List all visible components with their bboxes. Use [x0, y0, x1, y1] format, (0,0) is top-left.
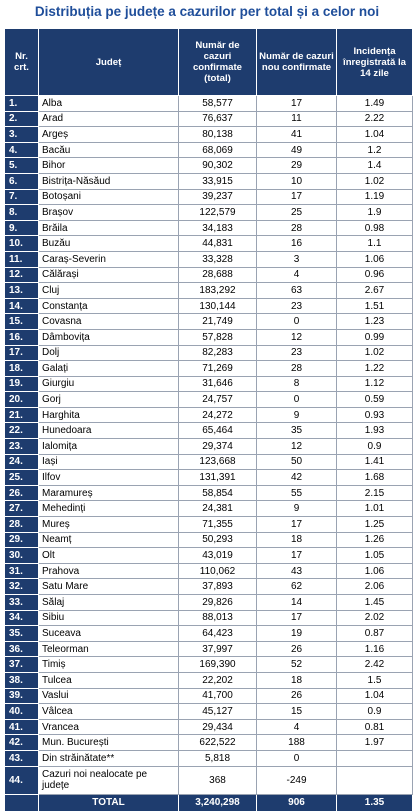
incidence-14d: 0.87	[337, 626, 413, 642]
table-row	[5, 407, 413, 423]
total-row	[5, 794, 413, 811]
confirmed-total: 28,688	[179, 267, 257, 283]
table-row	[5, 423, 413, 439]
confirmed-total: 37,997	[179, 641, 257, 657]
confirmed-total: 123,668	[179, 454, 257, 470]
new-cases: 28	[257, 361, 337, 377]
row-number: 39.	[5, 688, 39, 704]
table-row	[5, 595, 413, 611]
table-row	[5, 220, 413, 236]
incidence-14d: 0.96	[337, 267, 413, 283]
county-name: Caraș-Severin	[39, 251, 179, 267]
incidence-14d: 1.04	[337, 688, 413, 704]
incidence-14d: 1.04	[337, 127, 413, 143]
county-name: Cazuri noi nealocate pe județe	[39, 766, 179, 794]
row-number: 22.	[5, 423, 39, 439]
table-row	[5, 127, 413, 143]
row-number: 20.	[5, 392, 39, 408]
table-row	[5, 345, 413, 361]
row-number: 26.	[5, 485, 39, 501]
table-row	[5, 626, 413, 642]
incidence-14d: 2.15	[337, 485, 413, 501]
county-name: Mureș	[39, 517, 179, 533]
county-name: Dâmbovița	[39, 329, 179, 345]
incidence-14d: 0.59	[337, 392, 413, 408]
incidence-14d: 1.4	[337, 158, 413, 174]
county-name: Timiș	[39, 657, 179, 673]
confirmed-total: 82,283	[179, 345, 257, 361]
confirmed-total: 57,828	[179, 329, 257, 345]
incidence-14d: 1.9	[337, 205, 413, 221]
table-row	[5, 392, 413, 408]
county-name: Vrancea	[39, 719, 179, 735]
incidence-14d: 1.5	[337, 672, 413, 688]
incidence-14d: 1.02	[337, 345, 413, 361]
table-row	[5, 563, 413, 579]
new-cases: 23	[257, 345, 337, 361]
new-cases: 23	[257, 298, 337, 314]
new-cases: 25	[257, 205, 337, 221]
table-row	[5, 173, 413, 189]
table-row	[5, 501, 413, 517]
new-cases: 19	[257, 626, 337, 642]
table-row	[5, 454, 413, 470]
incidence-14d: 0.81	[337, 719, 413, 735]
incidence-14d: 1.12	[337, 376, 413, 392]
new-cases: 42	[257, 470, 337, 486]
county-name: Sălaj	[39, 595, 179, 611]
county-name: Mun. București	[39, 735, 179, 751]
table-row	[5, 610, 413, 626]
county-name: Ilfov	[39, 470, 179, 486]
new-cases: 4	[257, 719, 337, 735]
incidence-14d: 1.49	[337, 96, 413, 112]
new-cases: 52	[257, 657, 337, 673]
confirmed-total: 24,757	[179, 392, 257, 408]
row-number: 8.	[5, 205, 39, 221]
county-name: Suceava	[39, 626, 179, 642]
incidence-14d: 2.22	[337, 111, 413, 127]
county-name: Bistrița-Năsăud	[39, 173, 179, 189]
new-cases: 17	[257, 548, 337, 564]
confirmed-total: 24,272	[179, 407, 257, 423]
new-cases: 11	[257, 111, 337, 127]
new-cases: 63	[257, 283, 337, 299]
county-name: Bihor	[39, 158, 179, 174]
confirmed-total: 29,826	[179, 595, 257, 611]
county-name: Ialomița	[39, 439, 179, 455]
new-cases: 12	[257, 329, 337, 345]
row-number: 11.	[5, 251, 39, 267]
incidence-14d: 0.99	[337, 329, 413, 345]
confirmed-total: 76,637	[179, 111, 257, 127]
incidence-14d: 1.68	[337, 470, 413, 486]
header-nr: Nr. crt.	[5, 29, 39, 96]
row-number: 44.	[5, 766, 39, 794]
confirmed-total: 31,646	[179, 376, 257, 392]
incidence-14d: 1.19	[337, 189, 413, 205]
table-row	[5, 205, 413, 221]
row-number: 37.	[5, 657, 39, 673]
incidence-14d: 2.06	[337, 579, 413, 595]
new-cases: 55	[257, 485, 337, 501]
row-number: 23.	[5, 439, 39, 455]
incidence-14d: 1.93	[337, 423, 413, 439]
county-name: Călărași	[39, 267, 179, 283]
new-cases: 17	[257, 610, 337, 626]
row-number: 10.	[5, 236, 39, 252]
new-cases: 62	[257, 579, 337, 595]
county-cases-table	[4, 28, 413, 812]
new-cases: 43	[257, 563, 337, 579]
new-cases: 9	[257, 407, 337, 423]
new-cases: 12	[257, 439, 337, 455]
table-row	[5, 517, 413, 533]
new-cases: 49	[257, 142, 337, 158]
confirmed-total: 183,292	[179, 283, 257, 299]
incidence-14d: 0.93	[337, 407, 413, 423]
incidence-14d: 1.16	[337, 641, 413, 657]
incidence-14d: 1.1	[337, 236, 413, 252]
total-confirmed: 3,240,298	[179, 794, 257, 811]
new-cases: 9	[257, 501, 337, 517]
table-row	[5, 376, 413, 392]
row-number: 13.	[5, 283, 39, 299]
row-number: 7.	[5, 189, 39, 205]
new-cases: 14	[257, 595, 337, 611]
table-row	[5, 719, 413, 735]
table-row	[5, 704, 413, 720]
confirmed-total: 44,831	[179, 236, 257, 252]
table-row	[5, 766, 413, 794]
county-name: Neamț	[39, 532, 179, 548]
row-number: 1.	[5, 96, 39, 112]
confirmed-total: 37,893	[179, 579, 257, 595]
table-row	[5, 672, 413, 688]
confirmed-total: 110,062	[179, 563, 257, 579]
new-cases: 8	[257, 376, 337, 392]
confirmed-total: 68,069	[179, 142, 257, 158]
county-name: Iași	[39, 454, 179, 470]
incidence-14d: 1.25	[337, 517, 413, 533]
county-name: Giurgiu	[39, 376, 179, 392]
county-name: Sibiu	[39, 610, 179, 626]
new-cases: 41	[257, 127, 337, 143]
county-name: Cluj	[39, 283, 179, 299]
incidence-14d: 1.2	[337, 142, 413, 158]
table-row	[5, 657, 413, 673]
row-number: 21.	[5, 407, 39, 423]
row-number: 31.	[5, 563, 39, 579]
new-cases: 0	[257, 392, 337, 408]
table-row	[5, 111, 413, 127]
incidence-14d: 1.26	[337, 532, 413, 548]
row-number: 32.	[5, 579, 39, 595]
incidence-14d: 1.02	[337, 173, 413, 189]
confirmed-total: 29,374	[179, 439, 257, 455]
incidence-14d: 1.45	[337, 595, 413, 611]
county-name: Gorj	[39, 392, 179, 408]
row-number: 36.	[5, 641, 39, 657]
incidence-14d: 2.42	[337, 657, 413, 673]
county-name: Mehedinți	[39, 501, 179, 517]
county-name: Brașov	[39, 205, 179, 221]
county-name: Teleorman	[39, 641, 179, 657]
confirmed-total: 29,434	[179, 719, 257, 735]
confirmed-total: 169,390	[179, 657, 257, 673]
county-name: Covasna	[39, 314, 179, 330]
incidence-14d: 1.05	[337, 548, 413, 564]
table-body	[5, 96, 413, 795]
new-cases: 15	[257, 704, 337, 720]
incidence-14d: 1.97	[337, 735, 413, 751]
confirmed-total: 131,391	[179, 470, 257, 486]
table-row	[5, 485, 413, 501]
incidence-14d	[337, 750, 413, 766]
confirmed-total: 71,355	[179, 517, 257, 533]
incidence-14d: 0.9	[337, 439, 413, 455]
table-row	[5, 267, 413, 283]
total-incidence: 1.35	[337, 794, 413, 811]
table-row	[5, 439, 413, 455]
header-confirmed-total: Număr de cazuri confirmate (total)	[179, 29, 257, 96]
table-row	[5, 142, 413, 158]
table-row	[5, 532, 413, 548]
incidence-14d: 0.9	[337, 704, 413, 720]
confirmed-total: 58,854	[179, 485, 257, 501]
county-name: Buzău	[39, 236, 179, 252]
row-number: 19.	[5, 376, 39, 392]
county-name: Din străinătate**	[39, 750, 179, 766]
county-name: Constanța	[39, 298, 179, 314]
confirmed-total: 64,423	[179, 626, 257, 642]
header-new-cases: Număr de cazuri nou confirmate	[257, 29, 337, 96]
row-number: 28.	[5, 517, 39, 533]
county-name: Galați	[39, 361, 179, 377]
confirmed-total: 45,127	[179, 704, 257, 720]
county-name: Maramureș	[39, 485, 179, 501]
new-cases: 29	[257, 158, 337, 174]
county-name: Olt	[39, 548, 179, 564]
table-row	[5, 641, 413, 657]
incidence-14d: 0.98	[337, 220, 413, 236]
table-row	[5, 750, 413, 766]
confirmed-total: 22,202	[179, 672, 257, 688]
row-number: 43.	[5, 750, 39, 766]
county-name: Vâlcea	[39, 704, 179, 720]
table-row	[5, 158, 413, 174]
incidence-14d: 1.23	[337, 314, 413, 330]
header-judet: Județ	[39, 29, 179, 96]
row-number: 3.	[5, 127, 39, 143]
confirmed-total: 80,138	[179, 127, 257, 143]
new-cases: 26	[257, 641, 337, 657]
row-number: 35.	[5, 626, 39, 642]
confirmed-total: 33,328	[179, 251, 257, 267]
confirmed-total: 622,522	[179, 735, 257, 751]
row-number: 42.	[5, 735, 39, 751]
county-name: Brăila	[39, 220, 179, 236]
confirmed-total: 50,293	[179, 532, 257, 548]
new-cases: 3	[257, 251, 337, 267]
table-row	[5, 329, 413, 345]
table-row	[5, 283, 413, 299]
incidence-14d: 1.41	[337, 454, 413, 470]
confirmed-total: 43,019	[179, 548, 257, 564]
new-cases: 35	[257, 423, 337, 439]
incidence-14d: 1.06	[337, 251, 413, 267]
new-cases: 188	[257, 735, 337, 751]
row-number: 33.	[5, 595, 39, 611]
incidence-14d: 1.51	[337, 298, 413, 314]
new-cases: 10	[257, 173, 337, 189]
row-number: 2.	[5, 111, 39, 127]
row-number: 16.	[5, 329, 39, 345]
new-cases: 17	[257, 96, 337, 112]
table-row	[5, 96, 413, 112]
new-cases: 0	[257, 750, 337, 766]
new-cases: 26	[257, 688, 337, 704]
confirmed-total: 90,302	[179, 158, 257, 174]
confirmed-total: 21,749	[179, 314, 257, 330]
row-number: 34.	[5, 610, 39, 626]
table-row	[5, 298, 413, 314]
new-cases: 4	[257, 267, 337, 283]
row-number: 5.	[5, 158, 39, 174]
incidence-14d: 1.01	[337, 501, 413, 517]
new-cases: 0	[257, 314, 337, 330]
county-name: Satu Mare	[39, 579, 179, 595]
row-number: 15.	[5, 314, 39, 330]
total-new: 906	[257, 794, 337, 811]
row-number: 4.	[5, 142, 39, 158]
new-cases: 16	[257, 236, 337, 252]
table-row	[5, 236, 413, 252]
county-name: Tulcea	[39, 672, 179, 688]
new-cases: 17	[257, 189, 337, 205]
new-cases: -249	[257, 766, 337, 794]
incidence-14d	[337, 766, 413, 794]
county-name: Vaslui	[39, 688, 179, 704]
incidence-14d: 1.22	[337, 361, 413, 377]
incidence-14d: 1.06	[337, 563, 413, 579]
header-incidence: Incidența înregistrată la 14 zile	[337, 29, 413, 96]
table-row	[5, 470, 413, 486]
county-name: Hunedoara	[39, 423, 179, 439]
row-number: 6.	[5, 173, 39, 189]
confirmed-total: 5,818	[179, 750, 257, 766]
county-name: Alba	[39, 96, 179, 112]
table-row	[5, 189, 413, 205]
county-name: Arad	[39, 111, 179, 127]
page-title: Distribuția pe județe a cazurilor per total și a celor noi	[34, 4, 380, 19]
county-name: Argeș	[39, 127, 179, 143]
row-number: 25.	[5, 470, 39, 486]
incidence-14d: 2.67	[337, 283, 413, 299]
row-number: 40.	[5, 704, 39, 720]
incidence-14d: 2.02	[337, 610, 413, 626]
confirmed-total: 130,144	[179, 298, 257, 314]
confirmed-total: 88,013	[179, 610, 257, 626]
new-cases: 18	[257, 672, 337, 688]
table-row	[5, 579, 413, 595]
confirmed-total: 71,269	[179, 361, 257, 377]
row-number: 14.	[5, 298, 39, 314]
county-name: Harghita	[39, 407, 179, 423]
table-row	[5, 251, 413, 267]
confirmed-total: 58,577	[179, 96, 257, 112]
confirmed-total: 24,381	[179, 501, 257, 517]
table-row	[5, 361, 413, 377]
county-name: Botoșani	[39, 189, 179, 205]
confirmed-total: 33,915	[179, 173, 257, 189]
row-number: 30.	[5, 548, 39, 564]
confirmed-total: 41,700	[179, 688, 257, 704]
confirmed-total: 122,579	[179, 205, 257, 221]
row-number: 18.	[5, 361, 39, 377]
total-nr-cell	[5, 794, 39, 811]
new-cases: 18	[257, 532, 337, 548]
table-row	[5, 548, 413, 564]
table-row	[5, 735, 413, 751]
new-cases: 28	[257, 220, 337, 236]
row-number: 38.	[5, 672, 39, 688]
table-row	[5, 688, 413, 704]
total-label: TOTAL	[39, 794, 179, 811]
table-row	[5, 314, 413, 330]
confirmed-total: 65,464	[179, 423, 257, 439]
row-number: 12.	[5, 267, 39, 283]
row-number: 17.	[5, 345, 39, 361]
table-header-row	[5, 29, 413, 96]
county-name: Bacău	[39, 142, 179, 158]
confirmed-total: 34,183	[179, 220, 257, 236]
row-number: 24.	[5, 454, 39, 470]
confirmed-total: 368	[179, 766, 257, 794]
row-number: 41.	[5, 719, 39, 735]
row-number: 29.	[5, 532, 39, 548]
county-name: Prahova	[39, 563, 179, 579]
county-name: Dolj	[39, 345, 179, 361]
new-cases: 50	[257, 454, 337, 470]
confirmed-total: 39,237	[179, 189, 257, 205]
row-number: 9.	[5, 220, 39, 236]
row-number: 27.	[5, 501, 39, 517]
new-cases: 17	[257, 517, 337, 533]
